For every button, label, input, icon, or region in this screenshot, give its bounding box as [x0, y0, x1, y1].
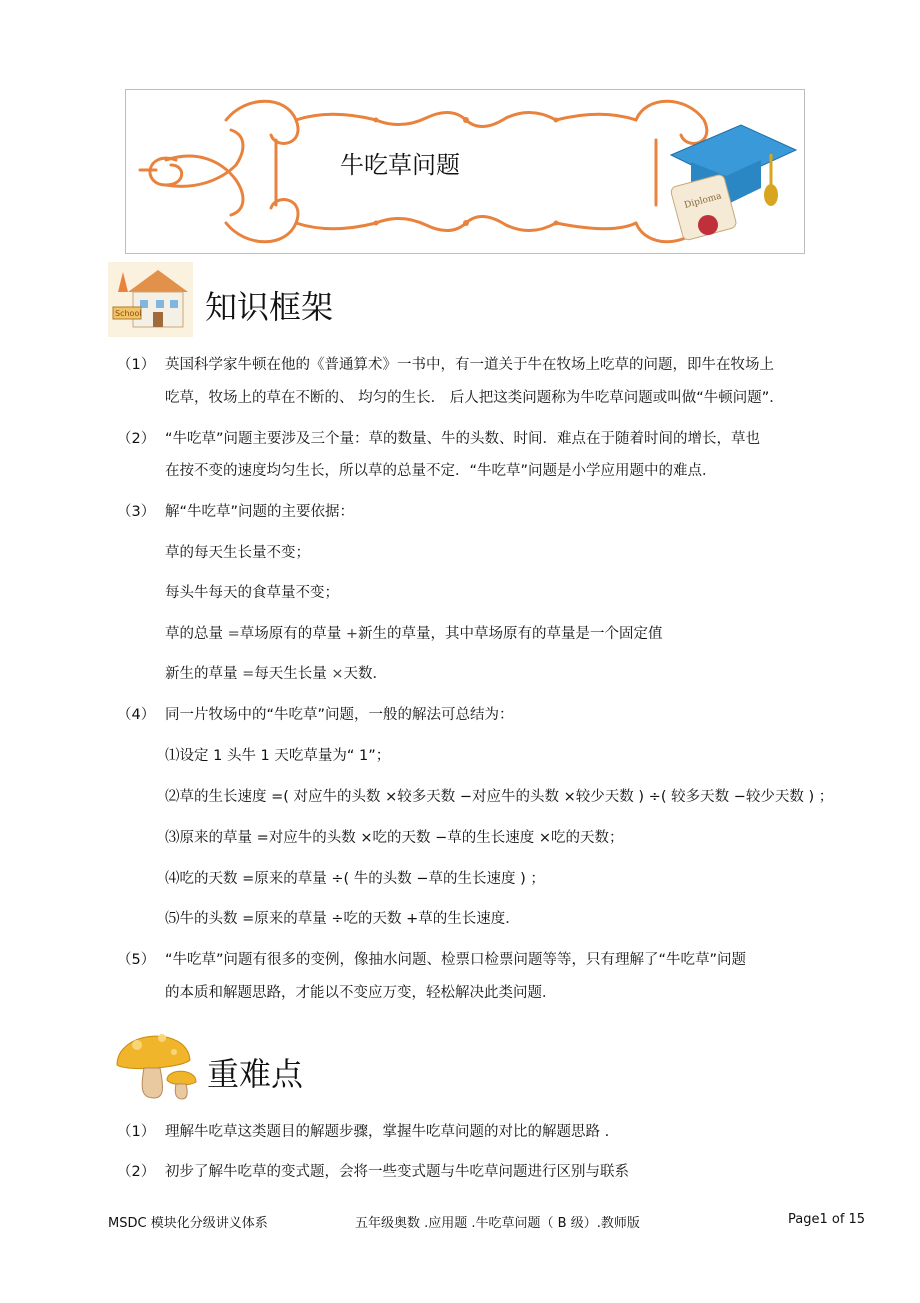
school-house-icon [108, 262, 193, 337]
basis-line [165, 624, 663, 644]
item-number: （1） [117, 1124, 156, 1140]
graduation-cap-diploma-icon [656, 110, 801, 250]
formula-term: 新生的草量 [165, 666, 243, 682]
item-number: （3） [117, 504, 156, 520]
section-title-key-points: 重难点 [207, 1055, 304, 1093]
item-number: （4） [117, 707, 156, 723]
item-text: “牛吃草”问题主要涉及三个量：草的数量、牛的头数、时间．难点在于随着时间的增长，草也 [165, 431, 761, 447]
item-text: 同一片牧场中的“牛吃草”问题，一般的解法可总结为： [165, 707, 514, 723]
page-number: Page1 of 15 [788, 1212, 866, 1227]
item-text: 理解牛吃草这类题目的解题步骤，掌握牛吃草问题的对比的解题思路 . [165, 1124, 610, 1140]
basis-line: 每头牛每天的食草量不变； [165, 585, 339, 601]
item-text: 解“牛吃草”问题的主要依据： [165, 504, 355, 520]
item-text: 初步了解牛吃草的变式题，会将一些变式题与牛吃草问题进行区别与联系 [165, 1164, 629, 1180]
times-sign: × [331, 666, 344, 682]
item-number: （2） [117, 1164, 156, 1180]
item-text: 的本质和解题思路，才能以不变应万变，轻松解决此类问题． [165, 985, 557, 1001]
equals-sign: = [227, 626, 240, 642]
formula-term: 天数． [343, 666, 388, 682]
formula-term: 新生的草量，其中草场原有的草量是一个固定值 [358, 626, 663, 642]
plus-sign: + [345, 626, 359, 642]
item-number: （1） [117, 357, 156, 373]
school-sign-text: School [115, 309, 142, 318]
method-step: ⑵草的生长速度 =( 对应牛的头数 ×较多天数 −对应牛的头数 ×较少天数 ) ÷( 较多天数 −较少天数 ) ； [165, 789, 834, 805]
formula-term: 每天生长量 [254, 666, 332, 682]
section-title-knowledge: 知识框架 [205, 288, 334, 326]
item-text: 吃草，牧场上的草在不断的、 均匀的生长． 后人把这类问题称为牛吃草问题或叫做“牛顿问题”． [165, 390, 784, 406]
page-title: 牛吃草问题 [340, 151, 460, 179]
item-number: （2） [117, 431, 156, 447]
basis-line: 草的每天生长量不变； [165, 545, 310, 561]
diploma-text: Diploma [683, 191, 723, 211]
item-text: “牛吃草”问题有很多的变例，像抽水问题、检票口检票问题等等，只有理解了“牛吃草”问题 [165, 952, 747, 968]
equals-sign: = [242, 666, 255, 682]
method-step: ⑷吃的天数 =原来的草量 ÷( 牛的头数 −草的生长速度 ) ； [165, 871, 545, 887]
item-number: （5） [117, 952, 156, 968]
method-step: ⑸牛的头数 =原来的草量 ÷吃的天数 +草的生长速度． [165, 911, 520, 927]
footer-left: MSDC 模块化分级讲义体系 [108, 1216, 268, 1231]
method-step: ⑶原来的草量 =对应牛的头数 ×吃的天数 −草的生长速度 ×吃的天数； [165, 830, 624, 846]
item-text: 英国科学家牛顿在他的《普通算术》一书中，有一道关于牛在牧场上吃草的问题，即牛在牧场上 [165, 357, 774, 373]
item-text: 在按不变的速度均匀生长，所以草的总量不定．“牛吃草”问题是小学应用题中的难点． [165, 463, 717, 479]
formula-term: 草场原有的草量 [239, 626, 346, 642]
mushroom-icon [112, 1020, 197, 1102]
basis-line [165, 664, 387, 684]
footer-center: 五年级奥数 .应用题 .牛吃草问题（ B 级）.教师版 [355, 1216, 640, 1231]
method-step: ⑴设定 1 头牛 1 天吃草量为“ 1”； [165, 748, 391, 764]
formula-term: 草的总量 [165, 626, 228, 642]
